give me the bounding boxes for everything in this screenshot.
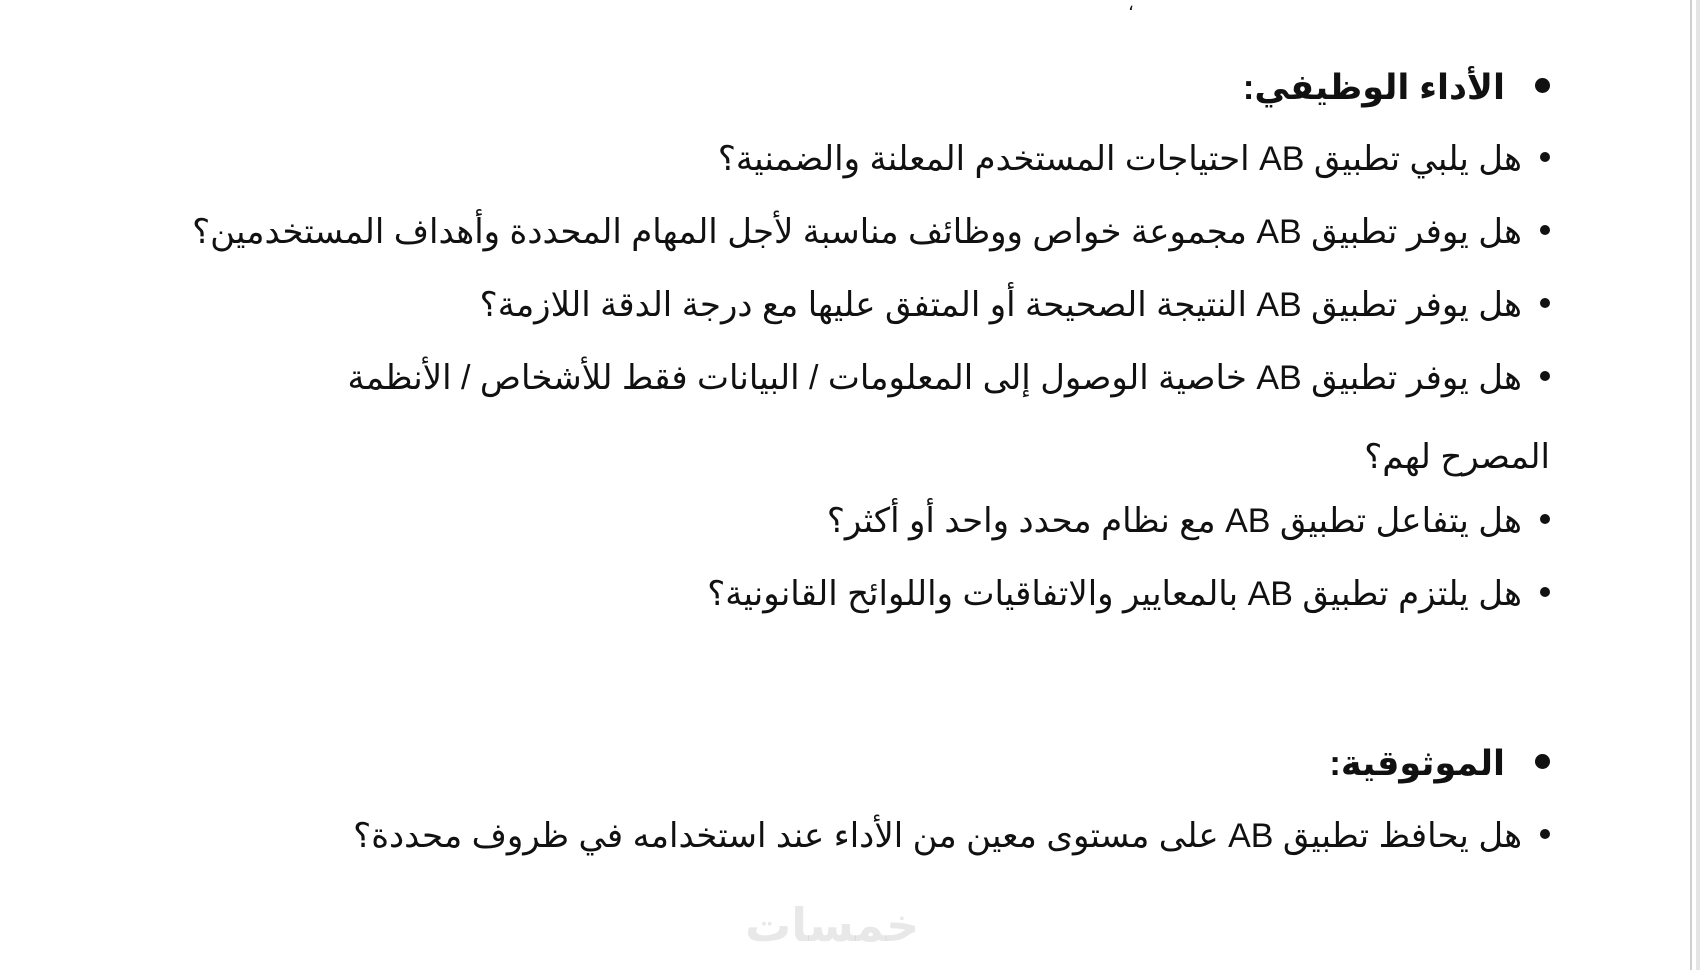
section-heading-functionality: الأداء الوظيفي: xyxy=(1243,70,1550,105)
list-item: هل يوفر تطبيق AB خاصية الوصول إلى المعلومات / البيانات فقط للأشخاص / الأنظمة المصرح لهم؟ xyxy=(347,359,1550,476)
list-item: هل يوفر تطبيق AB مجموعة خواص ووظائف مناسبة لأجل المهام المحددة وأهداف المستخدمين؟ xyxy=(140,193,1550,272)
list-item: هل يوفر تطبيق AB النتيجة الصحيحة أو المتفق عليها مع درجة الدقة اللازمة؟ xyxy=(140,266,1550,345)
list-item: هل يلتزم تطبيق AB بالمعايير والاتفاقيات واللوائح القانونية؟ xyxy=(140,555,1550,634)
section-heading-reliability: الموثوقية: xyxy=(1329,746,1550,781)
bullet-icon xyxy=(1540,829,1550,839)
page-edge-shadow xyxy=(1696,0,1700,970)
bullet-icon xyxy=(1540,371,1550,381)
bullet-icon xyxy=(1540,152,1550,162)
bullet-icon xyxy=(1540,225,1550,235)
list-item: هل يحافظ تطبيق AB على مستوى معين من الأداء عند استخدامه في ظروف محددة؟ xyxy=(140,797,1550,876)
top-text-fragment: ، xyxy=(1128,0,1134,14)
list-item: هل يلبي تطبيق AB احتياجات المستخدم المعلنة والضمنية؟ xyxy=(140,120,1550,199)
bullet-icon xyxy=(1540,587,1550,597)
watermark-logo: خمسات xyxy=(745,899,920,951)
bullet-icon xyxy=(1540,514,1550,524)
bullet-icon xyxy=(1540,298,1550,308)
page-edge xyxy=(1690,0,1692,970)
list-item: هل يتفاعل تطبيق AB مع نظام محدد واحد أو أكثر؟ xyxy=(140,482,1550,561)
bullet-icon xyxy=(1535,754,1550,769)
bullet-icon xyxy=(1535,78,1550,93)
